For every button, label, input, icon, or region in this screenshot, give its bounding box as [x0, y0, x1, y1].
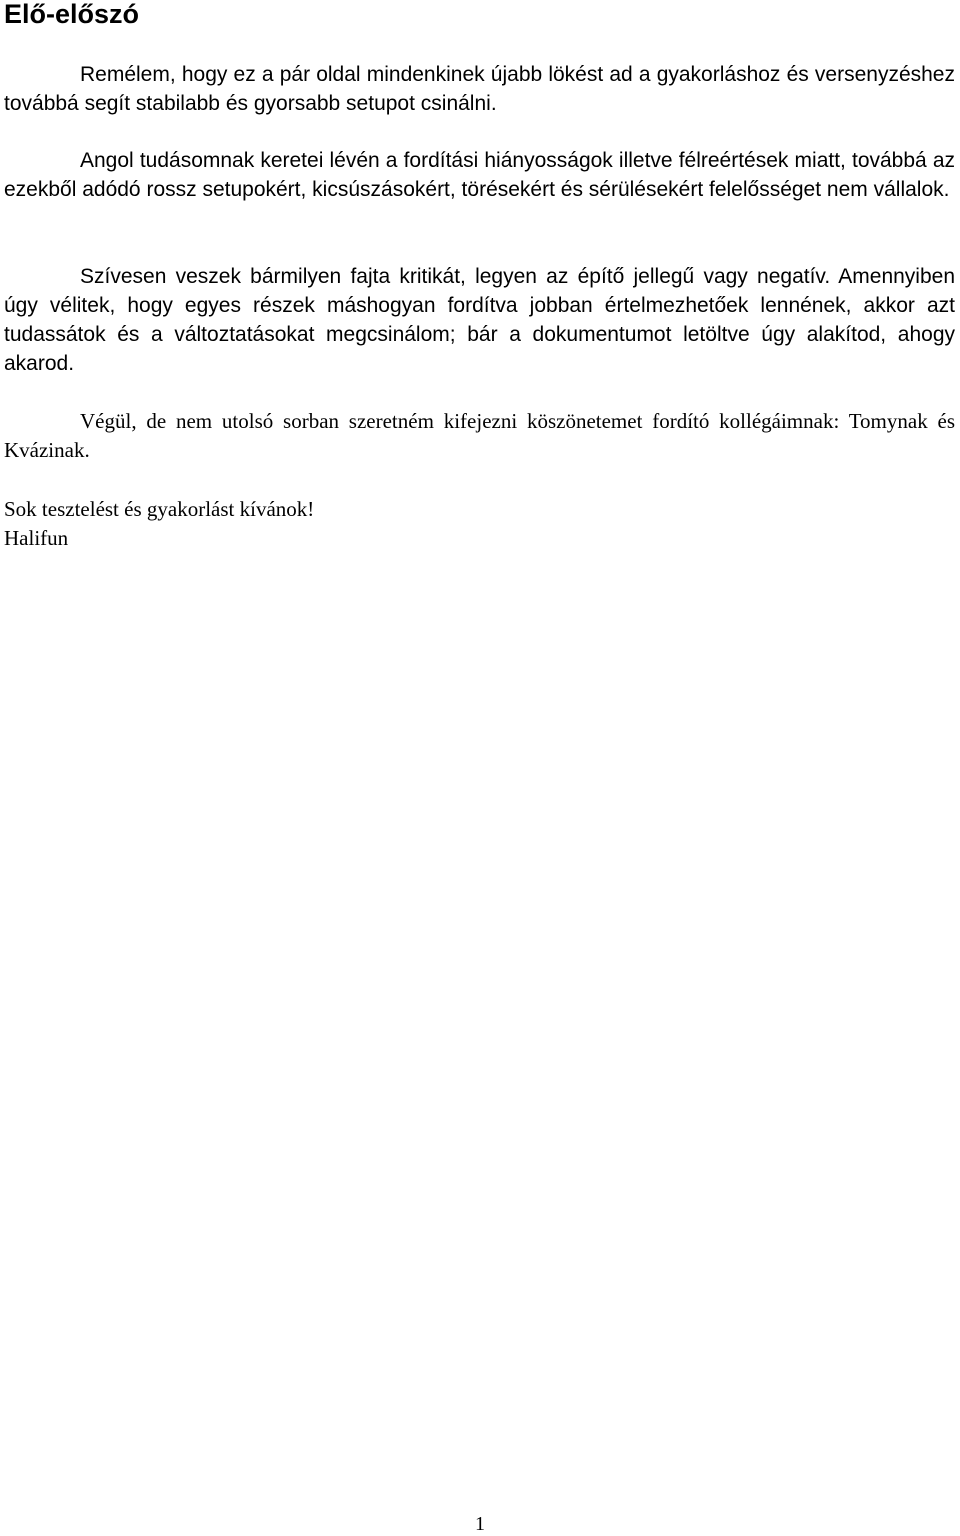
- page-number: 1: [475, 1513, 485, 1535]
- paragraph-feedback: Szívesen veszek bármilyen fajta kritikát, legyen az építő jellegű vagy negatív. Amennyiben úgy vélitek, hogy egyes részek máshogyan fordítva jobban értelmezhetőek lennének, akkor azt tudassátok és a változtatásokat megcsinálom; bár a dokumentumot letöltve úgy alakítod, ahogy akarod.: [4, 265, 955, 375]
- page-title: Elő-előszó: [4, 0, 140, 29]
- closing-block: [4, 495, 314, 553]
- signature: Halifun: [4, 526, 69, 550]
- paragraph-disclaimer: Angol tudásomnak keretei lévén a fordítási hiányosságok illetve félreértések miatt, továbbá az ezekből adódó rossz setupokért, kicsúszásokért, törésekért és sérülésekért felelősséget nem vállalok.: [4, 149, 955, 201]
- closing-line: Sok tesztelést és gyakorlást kívánok!: [4, 497, 315, 521]
- paragraph-intro: Remélem, hogy ez a pár oldal mindenkinek újabb lökést ad a gyakorláshoz és versenyzéshez továbbá segít stabilabb és gyorsabb setupot csinálni.: [4, 63, 955, 115]
- paragraph-thanks: Végül, de nem utolsó sorban szeretném kifejezni köszönetemet fordító kollégáimnak: Tomynak és Kvázinak.: [4, 409, 955, 462]
